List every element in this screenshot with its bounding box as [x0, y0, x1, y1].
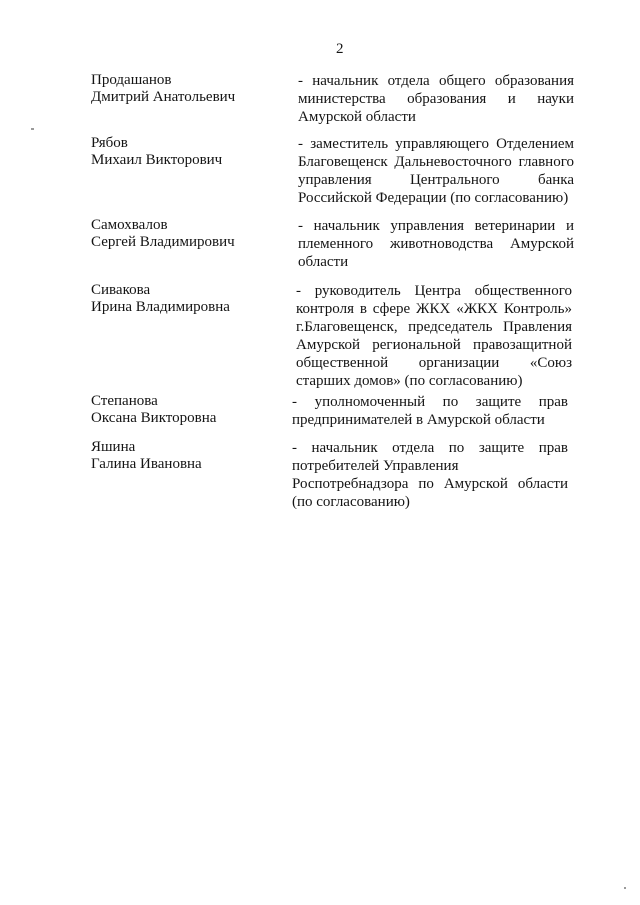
position-line: Роспотребнадзора по Амурской области [292, 476, 568, 492]
member-name [91, 393, 281, 427]
member-surname: Продашанов [91, 72, 172, 88]
position-line: общественной организации «Союз [296, 355, 572, 371]
member-position [298, 135, 574, 207]
position-line: предпринимателей в Амурской области [292, 412, 545, 428]
member-name [91, 135, 281, 169]
member-surname: Самохвалов [91, 217, 168, 233]
member-position [298, 217, 574, 271]
position-line: - начальник управления ветеринарии и [298, 218, 574, 234]
member-given-names: Михаил Викторович [91, 152, 223, 168]
member-surname: Яшина [91, 439, 136, 455]
position-line: Российской Федерации (по согласованию) [298, 190, 569, 206]
member-given-names: Ирина Владимировна [91, 299, 230, 315]
member-given-names: Сергей Владимирович [91, 234, 235, 250]
member-name [91, 282, 281, 316]
member-surname: Рябов [91, 135, 128, 151]
position-line: - заместитель управляющего Отделением [298, 136, 574, 152]
position-line: старших домов» (по согласованию) [296, 373, 523, 389]
scan-speck [624, 887, 626, 889]
member-position [296, 282, 572, 390]
position-line: племенного животноводства Амурской [298, 236, 574, 252]
member-name [91, 439, 281, 473]
member-given-names: Оксана Викторовна [91, 410, 217, 426]
position-line: Благовещенск Дальневосточного главного [298, 154, 574, 170]
position-line: потребителей Управления [292, 458, 459, 474]
member-given-names: Дмитрий Анатольевич [91, 89, 236, 105]
position-line: Амурской области [298, 109, 416, 125]
position-line: - начальник отдела по защите прав [292, 440, 568, 456]
member-given-names: Галина Ивановна [91, 456, 202, 472]
member-name [91, 217, 281, 251]
position-line: Амурской региональной правозащитной [296, 337, 572, 353]
member-position [298, 72, 574, 126]
position-line: - уполномоченный по защите прав [292, 394, 568, 410]
position-line: управления Центрального банка [298, 172, 574, 188]
position-line: области [298, 254, 349, 270]
position-line: - руководитель Центра общественного [296, 283, 572, 299]
member-surname: Степанова [91, 393, 158, 409]
member-position [292, 393, 568, 429]
position-line: министерства образования и науки [298, 91, 574, 107]
member-name [91, 72, 281, 106]
position-line: г.Благовещенск, председатель Правления [296, 319, 572, 335]
member-position [292, 439, 568, 511]
position-line: контроля в сфере ЖКХ «ЖКХ Контроль» [296, 301, 572, 317]
position-line: (по согласованию) [292, 494, 410, 510]
position-line: - начальник отдела общего образования [298, 73, 574, 89]
scan-speck [31, 128, 34, 130]
page-number: 2 [336, 41, 344, 57]
member-surname: Сивакова [91, 282, 151, 298]
